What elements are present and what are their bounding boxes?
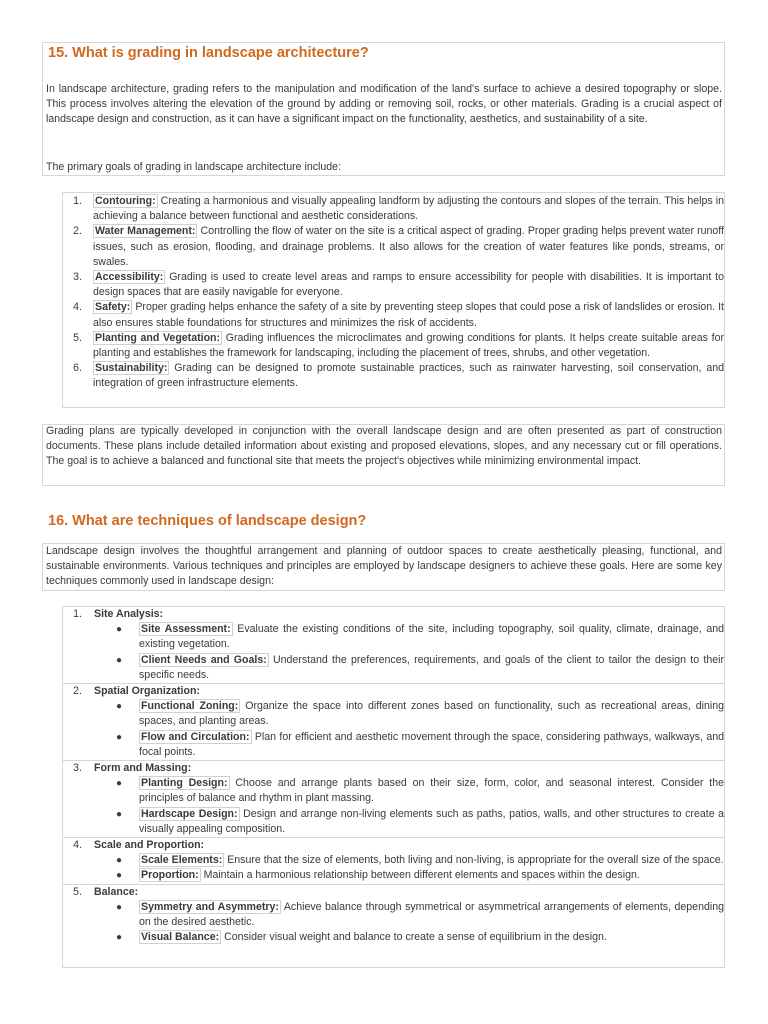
goal-description: Grading influences the microclimates and growing conditions for plants. It helps create suitable areas for planting and establishes the framework for landscaping, including the placement of trees, shrubs, and other vegetation. xyxy=(93,331,724,360)
goal-term: Planting and Vegetation: xyxy=(95,331,221,344)
technique-subitem xyxy=(62,853,724,868)
goal-description: Proper grading helps enhance the safety of a site by preventing steep slopes that could pose a risk of landslides or erosion. It also ensures stable foundations for structures and minimizes the risk of accidents. xyxy=(93,301,724,329)
technique-title: Site Analysis: xyxy=(94,608,164,620)
subitem-term: Client Needs and Goals: xyxy=(141,653,267,666)
goal-term: Water Management: xyxy=(95,225,196,238)
subitem-term: Scale Elements: xyxy=(141,854,223,867)
goal-item xyxy=(62,331,724,361)
technique-item xyxy=(62,683,724,760)
bullet-icon: ● xyxy=(116,870,123,882)
bullet-icon: ● xyxy=(116,654,123,666)
goal-number: 4. xyxy=(73,301,82,314)
technique-subitems xyxy=(62,776,724,837)
technique-number: 4. xyxy=(73,839,82,852)
technique-item xyxy=(62,837,724,884)
subitem-description: Design and arrange non-living elements such as paths, patios, walls, and other structures to create a visually appealing composition. xyxy=(139,807,724,835)
technique-number: 5. xyxy=(73,885,82,898)
q15-goals-list xyxy=(62,194,724,392)
bullet-icon: ● xyxy=(116,731,123,743)
goal-description: Grading is used to create level areas and ramps to ensure accessibility for people with disabilities. It is important to design spaces that are easily navigable for everyone. xyxy=(93,271,724,299)
subitem-term: Proportion: xyxy=(141,869,199,882)
goal-term: Safety: xyxy=(95,301,131,314)
technique-subitem xyxy=(62,807,724,837)
subitem-description: Achieve balance through symmetrical or asymmetrical arrangements of elements, depending on the desired aesthetic. xyxy=(139,900,724,929)
bullet-icon: ● xyxy=(116,855,123,867)
technique-subitems xyxy=(62,853,724,883)
technique-number: 1. xyxy=(73,608,82,620)
subitem-description: Ensure that the size of elements, both living and non-living, is appropriate for the overall size of the space. xyxy=(224,854,724,867)
bullet-icon: ● xyxy=(116,701,123,713)
subitem-description: Understand the preferences, requirements, and goals of the client to tailor the design to their specific needs. xyxy=(139,653,724,681)
goal-description: Creating a harmonious and visually appealing landform by adjusting the contours and slopes of the terrain. This helps in achieving a balance between functional and aesthetic considerations. xyxy=(93,195,724,223)
technique-subitems xyxy=(62,622,724,683)
goal-description: Controlling the flow of water on the site is a critical aspect of grading. Proper grading helps prevent water runoff issues, such as erosion, flooding, and drainage problems. It also allows for the creation of water features like ponds, streams, or swales. xyxy=(93,225,724,268)
goal-item xyxy=(62,224,724,270)
subitem-description: Plan for efficient and aesthetic movement through the space, considering pathways, walkways, and focal points. xyxy=(139,730,725,758)
technique-title: Form and Massing: xyxy=(94,762,192,775)
bullet-icon: ● xyxy=(116,778,123,790)
technique-title: Balance: xyxy=(94,885,139,898)
bullet-icon: ● xyxy=(116,901,123,913)
technique-subitems xyxy=(62,699,724,760)
goal-item xyxy=(62,300,724,330)
subitem-description: Evaluate the existing conditions of the site, including topography, soil quality, climate, drainage, and existing vegetation. xyxy=(139,623,725,651)
goal-term: Accessibility: xyxy=(95,271,164,284)
bullet-icon: ● xyxy=(116,808,123,820)
goal-term: Sustainability: xyxy=(95,362,168,375)
technique-subitems xyxy=(62,900,724,946)
q16-intro: Landscape design involves the thoughtful arrangement and planning of outdoor spaces to create aesthetically pleasing, functional, and sustainable environments. Various techniques and principles are employed by landscape designers to achieve these goals. Here are some key techniques commonly used in landscape design: xyxy=(46,545,722,587)
technique-subitem xyxy=(62,868,724,883)
subitem-description: Choose and arrange plants based on their size, form, color, and seasonal interest. Consider the principles of balance and rhythm in plant massing. xyxy=(139,777,725,805)
goal-term: Contouring: xyxy=(95,195,156,207)
subitem-term: Planting Design: xyxy=(141,777,228,790)
subitem-description: Organize the space into different zones based on functionality, such as recreational areas, dining spaces, and planting areas. xyxy=(139,700,724,728)
technique-number: 3. xyxy=(73,762,82,775)
subitem-term: Functional Zoning: xyxy=(141,700,239,713)
technique-title: Scale and Proportion: xyxy=(94,839,205,852)
technique-item xyxy=(62,760,724,837)
technique-subitem xyxy=(62,622,724,652)
bullet-icon: ● xyxy=(116,932,123,944)
technique-number: 2. xyxy=(73,685,82,698)
goal-number: 6. xyxy=(73,362,82,375)
technique-title: Spatial Organization: xyxy=(94,685,200,698)
q15-heading: 15. What is grading in landscape architecture? xyxy=(48,45,369,61)
goal-number: 1. xyxy=(73,195,82,207)
q16-heading: 16. What are techniques of landscape design? xyxy=(48,513,367,529)
q15-goals-intro: The primary goals of grading in landscape architecture include: xyxy=(46,161,342,173)
q15-intro: In landscape architecture, grading refers to the manipulation and modification of the land's surface to achieve a desired topography or slope. This process involves altering the elevation of the ground by adding or removing soil, rocks, or other materials. Grading is a crucial aspect of landscape design and construction, as it can have a significant impact on the functionality, aesthetics, and sustainability of a site. xyxy=(46,83,722,125)
technique-subitem xyxy=(62,900,724,930)
goal-description: Grading can be designed to promote sustainable practices, such as rainwater harvesting, soil conservation, and integration of green infrastructure elements. xyxy=(93,362,724,390)
bullet-icon: ● xyxy=(116,624,123,636)
technique-subitem xyxy=(62,730,724,760)
technique-subitem xyxy=(62,653,724,683)
technique-subitem xyxy=(62,930,724,945)
q16-techniques-list xyxy=(62,607,724,945)
goal-item xyxy=(62,361,724,391)
technique-subitem xyxy=(62,776,724,806)
goal-number: 5. xyxy=(73,331,82,344)
goal-number: 3. xyxy=(73,271,82,284)
subitem-term: Site Assessment: xyxy=(141,623,231,636)
technique-item xyxy=(62,884,724,946)
technique-item xyxy=(62,607,724,683)
subitem-term: Hardscape Design: xyxy=(141,807,238,820)
subitem-description: Maintain a harmonious relationship between different elements and spaces within the design. xyxy=(200,869,640,882)
subitem-term: Symmetry and Asymmetry: xyxy=(141,900,279,913)
subitem-term: Flow and Circulation: xyxy=(141,730,250,743)
goal-item xyxy=(62,194,724,224)
technique-subitem xyxy=(62,699,724,729)
goal-number: 2. xyxy=(73,225,82,238)
subitem-description: Consider visual weight and balance to create a sense of equilibrium in the design. xyxy=(221,931,607,944)
subitem-term: Visual Balance: xyxy=(141,931,220,944)
q15-closing: Grading plans are typically developed in conjunction with the overall landscape design and are often presented as part of construction documents. These plans include detailed information about existing and proposed elevations, slopes, and any necessary cut or fill operations. The goal is to achieve a balanced and functional site that meets the project's objectives while minimizing environmental impact. xyxy=(46,425,722,467)
goal-item xyxy=(62,270,724,300)
